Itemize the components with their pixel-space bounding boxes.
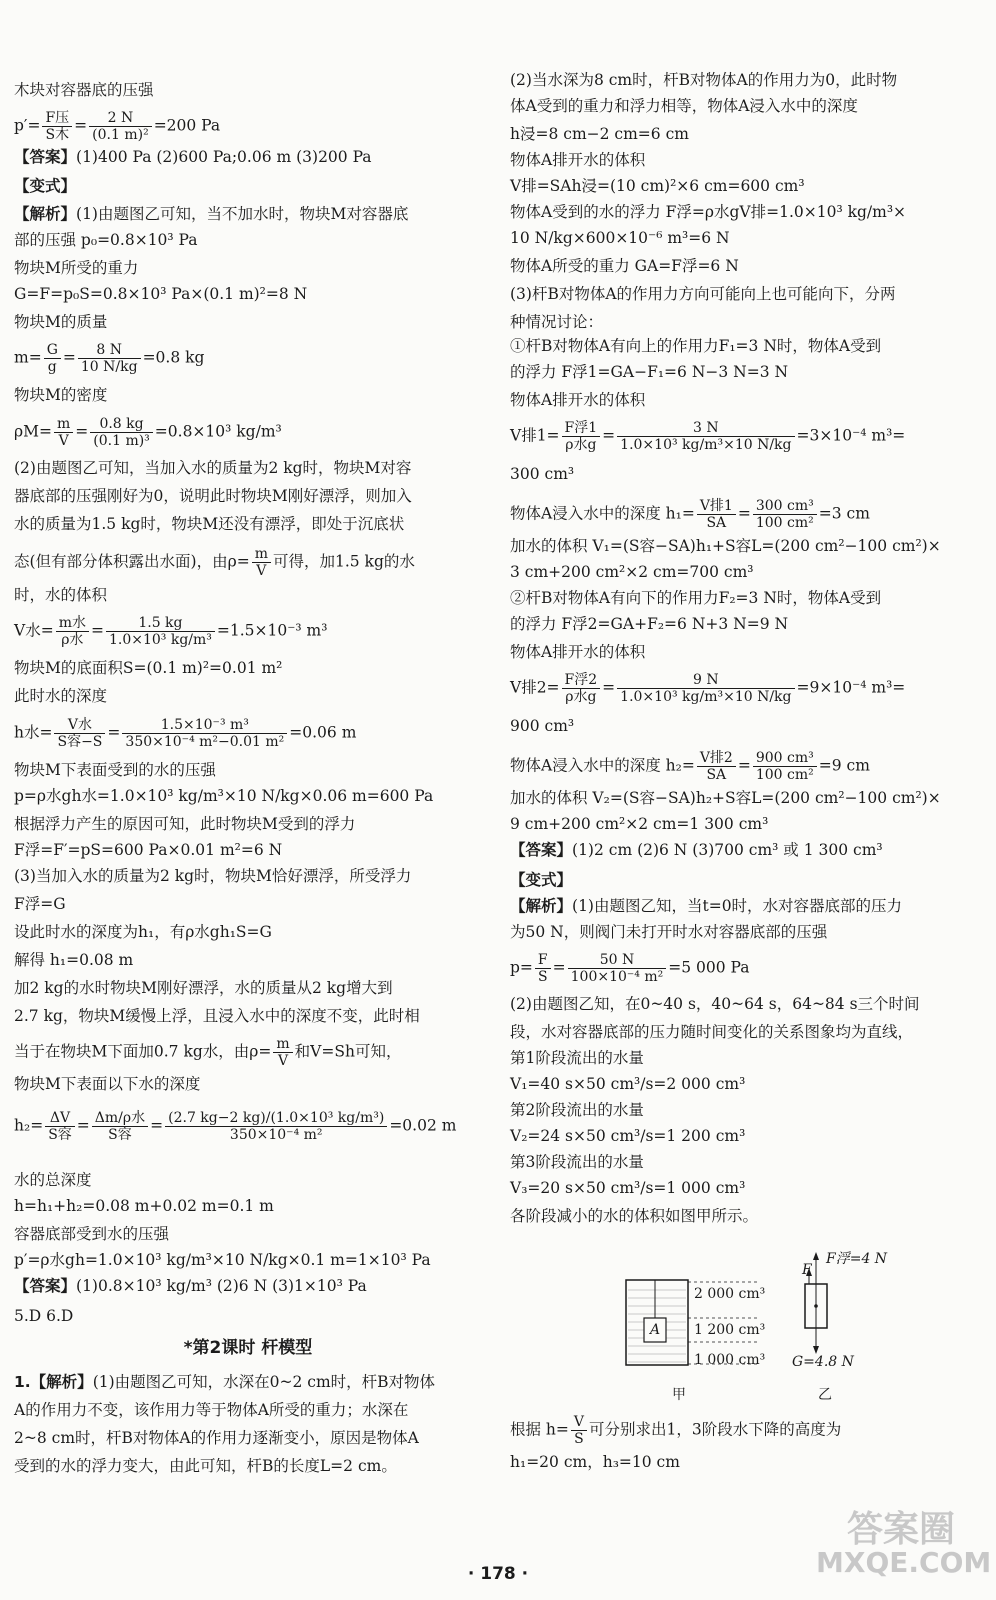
line-text: p′=ρ水gh=1.0×10³ kg/m³×10 N/kg×0.1 m=1×10³ Pa [14, 1251, 431, 1269]
formula-equals: = [552, 958, 566, 977]
text-line [14, 658, 482, 678]
line-text: V₂=24 s×50 cm³/s=1 200 cm³ [510, 1127, 746, 1145]
fraction [78, 342, 141, 375]
line-text: 为50 N，则阀门未打开时水对容器底部的压强 [510, 923, 828, 941]
formula-prefix: V排1= [510, 426, 560, 445]
text-line [14, 894, 482, 914]
line-text: 物块M的底面积S=(0.1 m)²=0.01 m² [14, 659, 283, 677]
fraction [42, 110, 72, 143]
text-line [510, 536, 988, 556]
text-line [14, 786, 482, 806]
text-line [510, 150, 988, 170]
formula-equals: = [62, 348, 76, 367]
text-line [510, 176, 988, 196]
text-line [14, 1428, 482, 1448]
formula-suffix: =9 cm [818, 756, 870, 775]
fraction [697, 750, 736, 783]
text-line [14, 385, 482, 405]
text-line [510, 336, 988, 356]
text-line [14, 717, 482, 750]
text-line [14, 760, 482, 780]
numerator: F浮1 [562, 420, 601, 437]
line-text: (1)由题图乙知，当t=0时，水对容器底部的压力 [572, 897, 903, 915]
formula-suffix: 和V=Sh可知， [294, 1042, 402, 1061]
line-text: (1)2 cm (2)6 N (3)700 cm³ 或 1 300 cm³ [572, 841, 883, 859]
line-text: p=ρ水gh水=1.0×10³ kg/m³×10 N/kg×0.06 m=600 Pa [14, 787, 434, 805]
line-text: 3 cm+200 cm²×2 cm=700 cm³ [510, 563, 754, 581]
line-text: 2.7 kg，物块M缓慢上浮，且浸入水中的深度不变，此时相 [14, 1007, 420, 1025]
line-text: 器底部的压强刚好为0，说明此时物块M刚好漂浮，则加入 [14, 487, 412, 505]
numerator: m [54, 416, 73, 433]
fraction [90, 416, 153, 449]
fraction [617, 672, 794, 705]
formula-equals: = [76, 1116, 90, 1135]
line-text: 9 cm+200 cm²×2 cm=1 300 cm³ [510, 815, 769, 833]
text-line [510, 750, 988, 783]
numerator: 8 N [78, 342, 141, 359]
line-text: 物块M的密度 [14, 386, 108, 404]
formula-equals: = [74, 116, 88, 135]
formula-prefix: p′= [14, 116, 41, 135]
numerator: F压 [42, 110, 72, 127]
section-tag: 【答案】 [510, 841, 573, 859]
numerator: ΔV [45, 1110, 75, 1127]
line-text: V排=SAh浸=(10 cm)²×6 cm=600 cm³ [510, 177, 805, 195]
formula-equals: = [150, 1116, 164, 1135]
text-line [510, 1074, 988, 1094]
line-text: 时，水的体积 [14, 586, 108, 604]
section-tag: 【解析】 [510, 897, 573, 915]
fraction [89, 110, 152, 143]
text-line [510, 1452, 988, 1472]
line-text: (3)当加入水的质量为2 kg时，物块M恰好漂浮，所受浮力 [14, 867, 412, 885]
line-text: 解得 h₁=0.08 m [14, 951, 134, 969]
text-line [14, 546, 482, 579]
text-line [510, 1048, 988, 1068]
text-line [510, 96, 988, 116]
numerator: V排2 [697, 750, 736, 767]
watermark-logo [816, 1509, 992, 1579]
line-text: 木块对容器底的压强 [14, 81, 154, 99]
section-tag: 【变式】 [510, 871, 573, 889]
text-line [14, 1074, 482, 1094]
text-line [14, 312, 482, 332]
text-line [510, 922, 988, 942]
line-text: 2~8 cm时，杆B对物体A的作用力逐渐变小，原因是物体A [14, 1429, 419, 1447]
line-text: 根据浮力产生的原因可知，此时物块M受到的浮力 [14, 815, 356, 833]
text-line [14, 1006, 482, 1026]
figure-yi-caption: 乙 [818, 1387, 832, 1403]
fraction [106, 615, 215, 648]
fraction [44, 342, 61, 375]
line-text: 第3阶段流出的水量 [510, 1153, 644, 1171]
formula-equals: = [90, 621, 104, 640]
line-text: (2)由题图乙知，在0~40 s，40~64 s，64~84 s三个时间 [510, 995, 920, 1013]
formula-equals: = [107, 723, 121, 742]
numerator: 900 cm³ [753, 750, 817, 767]
line-text: V₃=20 s×50 cm³/s=1 000 cm³ [510, 1179, 746, 1197]
line-text: 部的压强 p₀=0.8×10³ Pa [14, 231, 198, 249]
line-text: F浮=G [14, 895, 66, 913]
text-line [14, 1400, 482, 1420]
formula-prefix: h₂= [14, 1116, 44, 1135]
line-text: 加水的体积 V₁=(S容−SA)h₁+S容L=(200 cm²−100 cm²)× [510, 537, 941, 555]
line-text: 受到的水的浮力变大，由此可知，杆B的长度L=2 cm。 [14, 1457, 397, 1475]
numerator: 300 cm³ [753, 498, 817, 515]
line-text: 5.D 6.D [14, 1307, 74, 1325]
formula-prefix: 当于在物块M下面加0.7 kg水，由ρ= [14, 1042, 272, 1061]
line-text: (2)由题图乙可知，当加入水的质量为2 kg时，物块M对容 [14, 459, 412, 477]
denominator: 10 N/kg [80, 359, 138, 375]
formula-prefix: p= [510, 958, 533, 977]
figure-label-2: 1 200 cm³ [694, 1322, 766, 1338]
text-line [510, 642, 988, 662]
denominator: S容 [48, 1127, 72, 1143]
line-text: 300 cm³ [510, 465, 575, 483]
denominator: ρ水g [565, 689, 597, 705]
text-line [14, 1306, 482, 1326]
numerator: F [535, 952, 551, 969]
denominator: ρ水 [61, 632, 84, 648]
formula-equals: = [75, 422, 89, 441]
formula-suffix: =0.06 m [289, 723, 357, 742]
formula-prefix: ρM= [14, 422, 52, 441]
line-text: 物块M的质量 [14, 313, 108, 331]
line-text: 水的总深度 [14, 1171, 92, 1189]
line-text: V₁=40 s×50 cm³/s=2 000 cm³ [510, 1075, 746, 1093]
numerator: Δm/ρ水 [92, 1110, 148, 1127]
fraction [54, 717, 105, 750]
formula-prefix: 态(但有部分体积露出水面)，由ρ= [14, 552, 250, 571]
denominator: V [277, 1053, 289, 1069]
formula-prefix: 物体A浸入水中的深度 h₁= [510, 504, 695, 523]
figure-label-1: 2 000 cm³ [694, 1286, 766, 1302]
line-text: h浸=8 cm−2 cm=6 cm [510, 125, 689, 143]
denominator: ρ水g [565, 437, 597, 453]
formula-prefix: V排2= [510, 678, 560, 697]
line-text: h=h₁+h₂=0.08 m+0.02 m=0.1 m [14, 1197, 274, 1215]
text-line [510, 896, 988, 916]
text-line [14, 110, 482, 143]
watermark-line-1: 答案圈 [846, 1509, 955, 1550]
text-line [14, 1456, 482, 1476]
text-line [510, 672, 988, 705]
line-text: 物体A排开水的体积 [510, 391, 646, 409]
section-title: *第2课时 杆模型 [183, 1338, 313, 1358]
text-line [14, 1372, 482, 1392]
denominator: (0.1 m)³ [93, 433, 150, 449]
text-line [14, 514, 482, 534]
fraction [56, 615, 89, 648]
text-line [510, 788, 988, 808]
text-line [510, 284, 988, 304]
numerator: m [252, 546, 271, 563]
line-text: 物块M下表面以下水的深度 [14, 1075, 201, 1093]
formula-equals: = [602, 678, 616, 697]
numerator: 50 N [568, 952, 667, 969]
formula-suffix: =9×10⁻⁴ m³= [796, 678, 906, 697]
formula-prefix: h水= [14, 723, 53, 742]
fraction [697, 498, 736, 531]
text-line [14, 950, 482, 970]
text-line [14, 1036, 482, 1069]
fraction [122, 717, 287, 750]
line-text: 容器底部受到水的压强 [14, 1225, 170, 1243]
line-text: (1)0.8×10³ kg/m³ (2)6 N (3)1×10³ Pa [76, 1277, 367, 1295]
line-text: G=F=p₀S=0.8×10³ Pa×(0.1 m)²=8 N [14, 285, 308, 303]
line-text: 物体A排开水的体积 [510, 643, 646, 661]
figure-label-3: 1 000 cm³ [694, 1352, 766, 1368]
text-line [14, 342, 482, 375]
fraction [753, 750, 817, 783]
formula-prefix: 根据 h= [510, 1420, 569, 1439]
text-line [510, 562, 988, 582]
line-text: ①杆B对物体A有向上的作用力F₁=3 N时，物体A受到 [510, 337, 882, 355]
line-text: 体A受到的重力和浮力相等，物体A浸入水中的深度 [510, 97, 858, 115]
text-line [510, 362, 988, 382]
denominator: V [256, 563, 267, 579]
line-text: h₁=20 cm，h₃=10 cm [510, 1453, 680, 1471]
numerator: 0.8 kg [90, 416, 153, 433]
formula-equals: = [737, 504, 751, 523]
fraction [252, 546, 271, 579]
denominator: 100 cm² [755, 767, 814, 783]
text-line [14, 486, 482, 506]
line-text: (3)杆B对物体A的作用力方向可能向上也可能向下，分两 [510, 285, 896, 303]
denominator: S [574, 1431, 584, 1447]
fraction [535, 952, 551, 985]
numerator: 9 N [617, 672, 794, 689]
formula-prefix: 物体A浸入水中的深度 h₂= [510, 756, 695, 775]
text-line [14, 230, 482, 250]
text-line [510, 1152, 988, 1172]
denominator: V [58, 433, 69, 449]
text-line [14, 1196, 482, 1216]
text-line [14, 615, 482, 648]
text-line [14, 1110, 482, 1143]
numerator: 1.5 kg [106, 615, 215, 632]
fraction [571, 1414, 587, 1447]
line-text: 第1阶段流出的水量 [510, 1049, 644, 1067]
line-text: F浮=F′=pS=600 Pa×0.01 m²=6 N [14, 841, 283, 859]
text-line [510, 614, 988, 634]
denominator: 1.0×10³ kg/m³×10 N/kg [620, 689, 792, 705]
line-text: 各阶段减小的水的体积如图甲所示。 [510, 1207, 759, 1225]
line-text: (1)由题图乙可知，当不加水时，物块M对容器底 [76, 205, 409, 223]
page-number: · 178 · [467, 1564, 529, 1584]
formula-suffix: =3 cm [818, 504, 870, 523]
formula-suffix: =0.8 kg [142, 348, 205, 367]
text-line [510, 1178, 988, 1198]
figure-block-label: A [650, 1322, 661, 1338]
text-line [510, 1206, 988, 1226]
text-line [14, 1224, 482, 1244]
line-text: (1)400 Pa (2)600 Pa;0.06 m (3)200 Pa [76, 148, 372, 166]
text-line [14, 866, 482, 886]
denominator: 1.0×10³ kg/m³ [108, 632, 212, 648]
text-line [14, 840, 482, 860]
line-text: 设此时水的深度为h₁，有ρ水gh₁S=G [14, 923, 272, 941]
text-line [14, 1170, 482, 1190]
denominator: SA [706, 515, 727, 531]
line-text: 的浮力 F浮2=GA+F₂=6 N+3 N=9 N [510, 615, 789, 633]
text-line [510, 994, 988, 1014]
text-line [14, 1276, 482, 1296]
denominator: 1.0×10³ kg/m³×10 N/kg [620, 437, 792, 453]
numerator: V排1 [697, 498, 736, 515]
denominator: 350×10⁻⁴ m²−0.01 m² [125, 734, 285, 750]
fraction [45, 1110, 75, 1143]
text-line [14, 284, 482, 304]
numerator: F浮2 [562, 672, 601, 689]
formula-suffix: 可分别求出1，3阶段水下降的高度为 [589, 1420, 842, 1439]
numerator: m水 [56, 615, 89, 632]
section-tag: 【解析】 [14, 205, 77, 223]
denominator: (0.1 m)² [92, 127, 149, 143]
line-text: 物体A受到的水的浮力 F浮=ρ水gV排=1.0×10³ kg/m³× [510, 203, 907, 221]
denominator: S容−S [57, 734, 103, 750]
text-line [510, 870, 988, 890]
line-text: 的浮力 F浮1=GA−F₁=6 N−3 N=3 N [510, 363, 789, 381]
fraction [54, 416, 73, 449]
text-line [510, 1022, 988, 1042]
text-line [510, 1100, 988, 1120]
line-text: 水的质量为1.5 kg时，物块M还没有漂浮，即处于沉底状 [14, 515, 405, 533]
denominator: S木 [45, 127, 70, 143]
text-line [510, 420, 988, 453]
formula-equals: = [737, 756, 751, 775]
text-line [510, 312, 988, 332]
text-line [510, 840, 988, 860]
text-line [510, 256, 988, 276]
line-text: (2)当水深为8 cm时，杆B对物体A的作用力为0，此时物 [510, 71, 898, 89]
fraction [273, 1036, 292, 1069]
denominator: S容 [108, 1127, 132, 1143]
section-tag: 1.【解析】 [14, 1373, 93, 1391]
line-text: 第2阶段流出的水量 [510, 1101, 644, 1119]
text-line [14, 922, 482, 942]
text-line [14, 814, 482, 834]
text-line [510, 464, 988, 484]
formula-suffix: =3×10⁻⁴ m³= [796, 426, 906, 445]
text-line [510, 390, 988, 410]
line-text: 物体A所受的重力 GA=F浮=6 N [510, 257, 739, 275]
fraction [562, 672, 601, 705]
text-line [14, 80, 482, 100]
text-line [510, 124, 988, 144]
section-tag: 【答案】 [14, 148, 77, 166]
line-text: 10 N/kg×600×10⁻⁶ m³=6 N [510, 229, 730, 247]
denominator: S [537, 969, 548, 985]
text-line [510, 498, 988, 531]
figure-jia-caption: 甲 [672, 1387, 686, 1403]
line-text: 此时水的深度 [14, 687, 108, 705]
text-line [14, 416, 482, 449]
fraction [617, 420, 794, 453]
line-text: A的作用力不变，该作用力等于物体A所受的重力；水深在 [14, 1401, 409, 1419]
text-line [14, 1250, 482, 1270]
text-line [510, 814, 988, 834]
fraction [568, 952, 667, 985]
text-line [14, 1338, 482, 1358]
formula-suffix: 可得，加1.5 kg的水 [272, 552, 415, 571]
numerator: G [44, 342, 61, 359]
section-tag: 【变式】 [14, 177, 77, 195]
line-text: 加2 kg的水时物块M刚好漂浮，水的质量从2 kg增大到 [14, 979, 393, 997]
denominator: 100×10⁻⁴ m² [570, 969, 664, 985]
formula-suffix: =200 Pa [153, 116, 221, 135]
fraction [562, 420, 601, 453]
numerator: m [273, 1036, 292, 1053]
figure-float-label: F浮=4 N [826, 1251, 888, 1267]
numerator: 1.5×10⁻³ m³ [122, 717, 287, 734]
text-line [14, 585, 482, 605]
text-line [14, 176, 482, 196]
watermark-line-2: MXQE.COM [816, 1546, 992, 1579]
line-text: ②杆B对物体A有向下的作用力F₂=3 N时，物体A受到 [510, 589, 882, 607]
numerator: (2.7 kg−2 kg)/(1.0×10³ kg/m³) [165, 1110, 387, 1127]
text-line [510, 202, 988, 222]
line-text: 物体A排开水的体积 [510, 151, 646, 169]
text-line [14, 204, 482, 224]
numerator: 2 N [89, 110, 152, 127]
text-line [14, 458, 482, 478]
section-tag: 【答案】 [14, 1277, 77, 1295]
text-line [510, 952, 988, 985]
formula-suffix: =0.02 m [389, 1116, 457, 1135]
numerator: V水 [54, 717, 105, 734]
line-text: 900 cm³ [510, 717, 575, 735]
figure-gravity-label: G=4.8 N [792, 1354, 854, 1370]
text-line [510, 588, 988, 608]
formula-suffix: =1.5×10⁻³ m³ [216, 621, 328, 640]
formula-suffix: =5 000 Pa [668, 958, 750, 977]
fraction [92, 1110, 148, 1143]
text-line [14, 147, 482, 167]
figure-rod-label: F [802, 1262, 812, 1278]
text-line [510, 1414, 988, 1447]
text-line [510, 716, 988, 736]
fraction [753, 498, 817, 531]
denominator: 350×10⁻⁴ m² [229, 1127, 323, 1143]
formula-prefix: m= [14, 348, 42, 367]
text-line [510, 228, 988, 248]
line-text: 物块M下表面受到的水的压强 [14, 761, 216, 779]
line-text: 种情况讨论： [510, 313, 604, 331]
formula-suffix: =0.8×10³ kg/m³ [154, 422, 282, 441]
fraction [165, 1110, 387, 1143]
denominator: g [47, 359, 57, 375]
formula-prefix: V水= [14, 621, 54, 640]
text-line [510, 70, 988, 90]
text-line [14, 258, 482, 278]
line-text: 加水的体积 V₂=(S容−SA)h₂+S容L=(200 cm²−100 cm²)× [510, 789, 941, 807]
numerator: 3 N [617, 420, 794, 437]
line-text: 物块M所受的重力 [14, 259, 139, 277]
line-text: 段，水对容器底部的压力随时间变化的关系图象均为直线， [510, 1023, 914, 1041]
denominator: 100 cm² [755, 515, 814, 531]
text-line [14, 978, 482, 998]
numerator: V [571, 1414, 587, 1431]
text-line [14, 686, 482, 706]
denominator: SA [706, 767, 727, 783]
line-text: (1)由题图乙可知，水深在0~2 cm时，杆B对物体 [92, 1373, 436, 1391]
formula-equals: = [602, 426, 616, 445]
text-line [510, 1126, 988, 1146]
